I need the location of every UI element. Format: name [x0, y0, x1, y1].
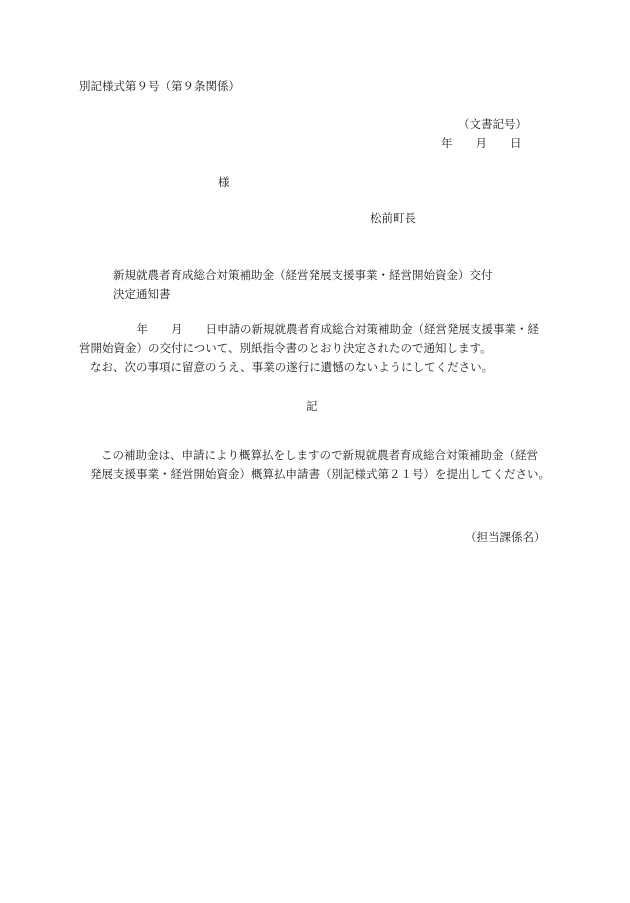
document-code: （文書記号） — [458, 117, 527, 131]
body-line-1: 年 月 日申請の新規就農者育成総合対策補助金（経営発展支援事業・経 — [79, 322, 539, 336]
record-heading: 記 — [306, 399, 318, 413]
contact-department: （担当課係名） — [465, 530, 546, 544]
note-line-2: 発展支援事業・経営開始資金）概算払申請書（別記様式第２１号）を提出してください。 — [90, 467, 550, 481]
issuer-name: 松前町長 — [370, 211, 416, 225]
date-line: 年 月 日 — [441, 136, 522, 150]
document-title-line-1: 新規就農者育成総合対策補助金（経営発展支援事業・経営開始資金）交付 — [113, 268, 493, 282]
body-line-2: 営開始資金）の交付について、別紙指令書のとおり決定されたので通知します。 — [79, 341, 492, 355]
body-line-3: なお、次の事項に留意のうえ、事業の遂行に遺憾のないようにしてください。 — [90, 360, 494, 374]
document-title-line-2: 決定通知書 — [113, 287, 171, 301]
recipient-honorific: 様 — [218, 175, 230, 189]
note-line-1: この補助金は、申請により概算払をしますので新規就農者育成総合対策補助金（経営 — [101, 448, 538, 462]
form-number: 別記様式第９号（第９条関係） — [79, 79, 240, 93]
